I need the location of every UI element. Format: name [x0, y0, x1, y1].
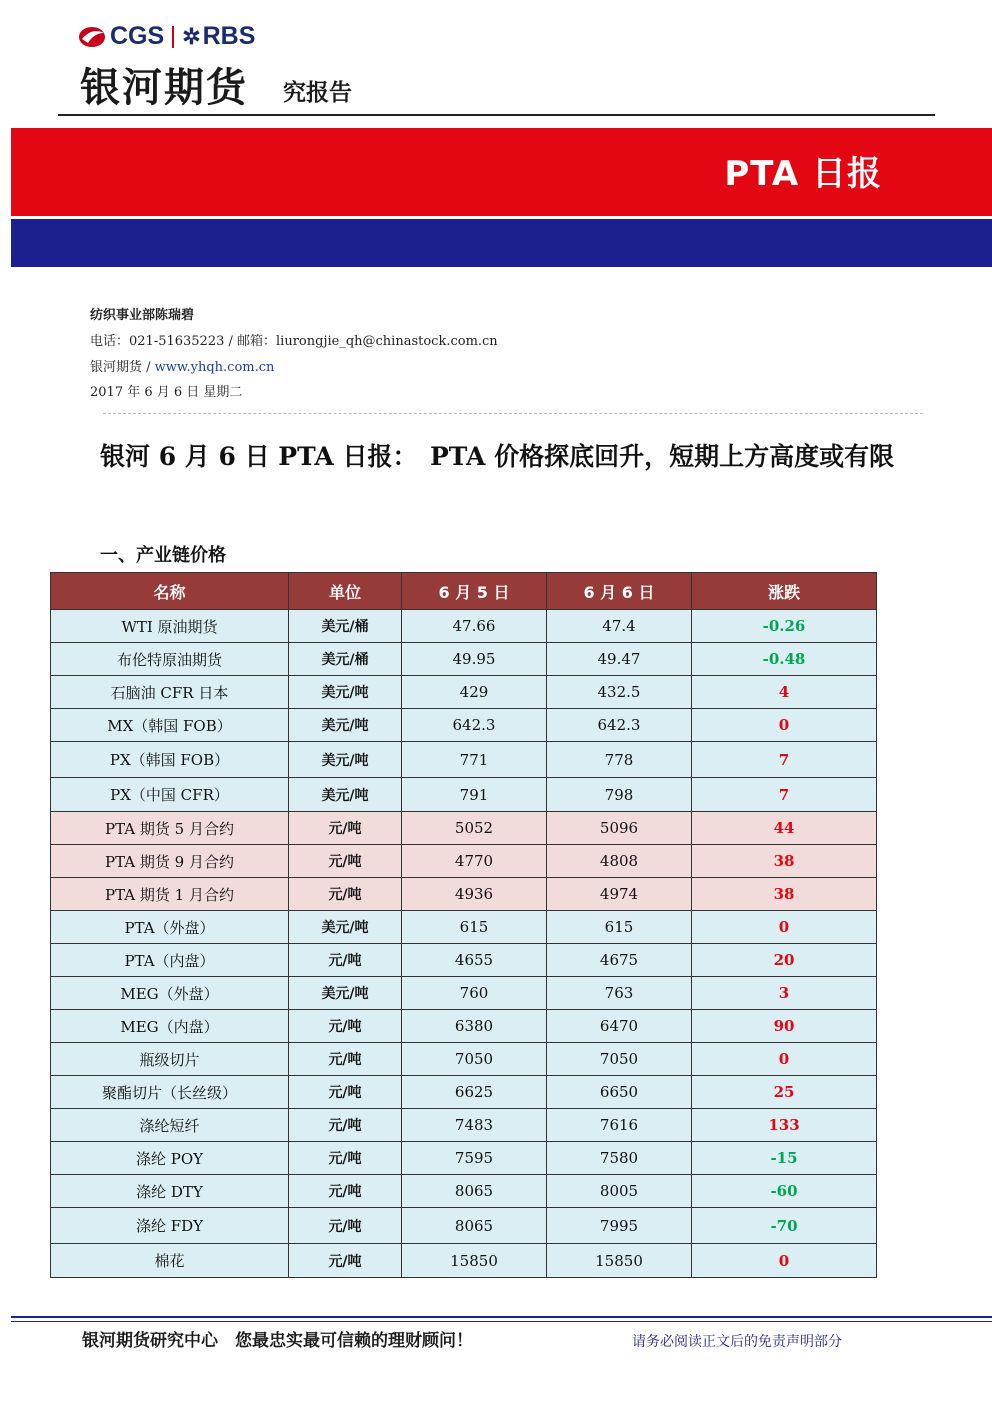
cell-unit: 美元/桶: [289, 643, 402, 676]
cell-date-2: 47.4: [547, 610, 692, 643]
footer-disclaimer: 请务必阅读正文后的免责声明部分: [632, 1334, 842, 1350]
cell-date-1: 7595: [402, 1142, 547, 1175]
section-title: 一、产业链价格: [100, 545, 226, 566]
blue-banner: [11, 219, 992, 267]
cell-name: WTI 原油期货: [51, 610, 289, 643]
footer-divider: [11, 1316, 992, 1318]
cell-date-1: 4655: [402, 944, 547, 977]
cell-unit: 元/吨: [289, 812, 402, 845]
cell-unit: 美元/吨: [289, 911, 402, 944]
cell-name: PTA 期货 5 月合约: [51, 812, 289, 845]
cell-name: PTA（外盘）: [51, 911, 289, 944]
table-row: [51, 676, 877, 709]
cell-unit: 元/吨: [289, 1043, 402, 1076]
table-row: [51, 878, 877, 911]
cell-date-2: 4974: [547, 878, 692, 911]
cell-change: -15: [692, 1142, 877, 1175]
cell-date-1: 760: [402, 977, 547, 1010]
cell-name: PX（韩国 FOB）: [51, 742, 289, 778]
cell-change: 0: [692, 911, 877, 944]
cell-date-2: 763: [547, 977, 692, 1010]
cell-change: 133: [692, 1109, 877, 1142]
table-row: [51, 1010, 877, 1043]
cell-date-1: 49.95: [402, 643, 547, 676]
cell-date-2: 7995: [547, 1208, 692, 1244]
column-header-date-2: 6 月 6 日: [547, 573, 692, 610]
column-header-change: 涨跌: [692, 573, 877, 610]
cell-date-2: 15850: [547, 1244, 692, 1278]
cell-date-1: 642.3: [402, 709, 547, 742]
author-name: 纺织事业部陈瑞碧: [90, 308, 195, 323]
cell-date-1: 47.66: [402, 610, 547, 643]
cell-date-1: 771: [402, 742, 547, 778]
dashed-divider: [103, 413, 923, 414]
cell-name: 涤纶短纤: [51, 1109, 289, 1142]
cell-date-1: 429: [402, 676, 547, 709]
cell-date-2: 642.3: [547, 709, 692, 742]
cell-date-2: 5096: [547, 812, 692, 845]
table-body: [51, 610, 877, 1278]
table-row: [51, 977, 877, 1010]
cell-name: 涤纶 DTY: [51, 1175, 289, 1208]
cell-name: PTA（内盘）: [51, 944, 289, 977]
cell-change: 0: [692, 1043, 877, 1076]
table-row: [51, 944, 877, 977]
cell-unit: 美元/吨: [289, 742, 402, 778]
cell-name: 棉花: [51, 1244, 289, 1278]
cell-change: 0: [692, 709, 877, 742]
document-title: 银河 6 月 6 日 PTA 日报： PTA 价格探底回升，短期上方高度或有限: [100, 442, 895, 471]
table-row: [51, 1244, 877, 1278]
cell-unit: 美元/吨: [289, 676, 402, 709]
footer-divider-thin: [11, 1321, 992, 1322]
brand-name: 银河期货: [80, 65, 248, 111]
cell-unit: 元/吨: [289, 1076, 402, 1109]
table-row: [51, 812, 877, 845]
logo-divider: [172, 26, 174, 48]
cell-change: 25: [692, 1076, 877, 1109]
report-date: 2017 年 6 月 6 日 星期二: [90, 385, 243, 400]
banner-title: PTA 日报: [724, 154, 882, 194]
cell-change: 44: [692, 812, 877, 845]
cell-date-2: 8005: [547, 1175, 692, 1208]
table-row: [51, 643, 877, 676]
website-prefix: 银河期货 /: [90, 360, 155, 375]
cell-date-2: 7050: [547, 1043, 692, 1076]
table-row: [51, 1208, 877, 1244]
cell-name: 涤纶 POY: [51, 1142, 289, 1175]
column-header-name: 名称: [51, 573, 289, 610]
cell-change: 20: [692, 944, 877, 977]
table-row: [51, 845, 877, 878]
cell-name: 聚酯切片（长丝级）: [51, 1076, 289, 1109]
cell-name: PX（中国 CFR）: [51, 778, 289, 812]
table-header-row: [51, 573, 877, 610]
cell-date-2: 432.5: [547, 676, 692, 709]
cell-date-1: 7050: [402, 1043, 547, 1076]
cell-date-1: 8065: [402, 1175, 547, 1208]
cell-date-2: 6650: [547, 1076, 692, 1109]
cell-name: PTA 期货 9 月合约: [51, 845, 289, 878]
company-website: [90, 356, 274, 375]
cell-name: MX（韩国 FOB）: [51, 709, 289, 742]
company-logo: [78, 22, 255, 51]
cell-change: 90: [692, 1010, 877, 1043]
website-link[interactable]: www.yhqh.com.cn: [154, 360, 275, 375]
rbs-daisy-icon: ✲: [182, 23, 201, 49]
column-header-unit: 单位: [289, 573, 402, 610]
table-row: [51, 911, 877, 944]
cell-date-2: 778: [547, 742, 692, 778]
cell-date-2: 7580: [547, 1142, 692, 1175]
cell-date-2: 4808: [547, 845, 692, 878]
cell-change: 7: [692, 778, 877, 812]
cell-unit: 元/吨: [289, 1208, 402, 1244]
cell-date-1: 6625: [402, 1076, 547, 1109]
cell-change: 0: [692, 1244, 877, 1278]
table-row: [51, 610, 877, 643]
table-row: [51, 1109, 877, 1142]
table-row: [51, 1043, 877, 1076]
header-divider: [58, 114, 935, 116]
cell-unit: 美元/吨: [289, 977, 402, 1010]
table-row: [51, 1076, 877, 1109]
cell-change: -70: [692, 1208, 877, 1244]
cell-unit: 元/吨: [289, 1175, 402, 1208]
cell-unit: 元/吨: [289, 1010, 402, 1043]
cell-change: -0.48: [692, 643, 877, 676]
cell-unit: 元/吨: [289, 1244, 402, 1278]
table-row: [51, 709, 877, 742]
cell-date-1: 4770: [402, 845, 547, 878]
cell-date-1: 615: [402, 911, 547, 944]
footer-slogan: 银河期货研究中心 您最忠实最可信赖的理财顾问！: [82, 1331, 473, 1351]
cell-change: 38: [692, 878, 877, 911]
cell-date-2: 798: [547, 778, 692, 812]
cell-unit: 美元/吨: [289, 778, 402, 812]
cell-name: 石脑油 CFR 日本: [51, 676, 289, 709]
cell-change: 4: [692, 676, 877, 709]
cell-date-2: 49.47: [547, 643, 692, 676]
report-kind: 究报告: [283, 80, 352, 106]
cell-date-2: 615: [547, 911, 692, 944]
cell-name: MEG（外盘）: [51, 977, 289, 1010]
cell-date-1: 791: [402, 778, 547, 812]
cell-unit: 元/吨: [289, 845, 402, 878]
cell-change: -60: [692, 1175, 877, 1208]
cell-unit: 元/吨: [289, 1142, 402, 1175]
table-row: [51, 1142, 877, 1175]
cell-change: 7: [692, 742, 877, 778]
cell-unit: 元/吨: [289, 1109, 402, 1142]
cell-date-1: 7483: [402, 1109, 547, 1142]
cell-date-1: 6380: [402, 1010, 547, 1043]
cgs-swirl-icon: [78, 25, 106, 49]
cell-date-1: 5052: [402, 812, 547, 845]
cell-date-2: 6470: [547, 1010, 692, 1043]
cell-unit: 美元/桶: [289, 610, 402, 643]
cell-date-2: 4675: [547, 944, 692, 977]
cell-unit: 美元/吨: [289, 709, 402, 742]
cell-change: -0.26: [692, 610, 877, 643]
cell-name: 瓶级切片: [51, 1043, 289, 1076]
author-contact: 电话：021-51635223 / 邮箱：liurongjie_qh@chinastock.com.cn: [90, 334, 498, 349]
cell-name: MEG（内盘）: [51, 1010, 289, 1043]
cell-change: 38: [692, 845, 877, 878]
logo-rbs-text: RBS: [202, 22, 256, 50]
table-row: [51, 1175, 877, 1208]
cell-name: PTA 期货 1 月合约: [51, 878, 289, 911]
table-row: [51, 742, 877, 778]
price-table: [50, 572, 877, 1278]
cell-name: 涤纶 FDY: [51, 1208, 289, 1244]
cell-date-2: 7616: [547, 1109, 692, 1142]
cell-date-1: 8065: [402, 1208, 547, 1244]
cell-date-1: 15850: [402, 1244, 547, 1278]
cell-unit: 元/吨: [289, 878, 402, 911]
cell-change: 3: [692, 977, 877, 1010]
column-header-date-1: 6 月 5 日: [402, 573, 547, 610]
table-row: [51, 778, 877, 812]
logo-cgs-text: CGS: [110, 22, 165, 50]
cell-unit: 元/吨: [289, 944, 402, 977]
cell-date-1: 4936: [402, 878, 547, 911]
cell-name: 布伦特原油期货: [51, 643, 289, 676]
